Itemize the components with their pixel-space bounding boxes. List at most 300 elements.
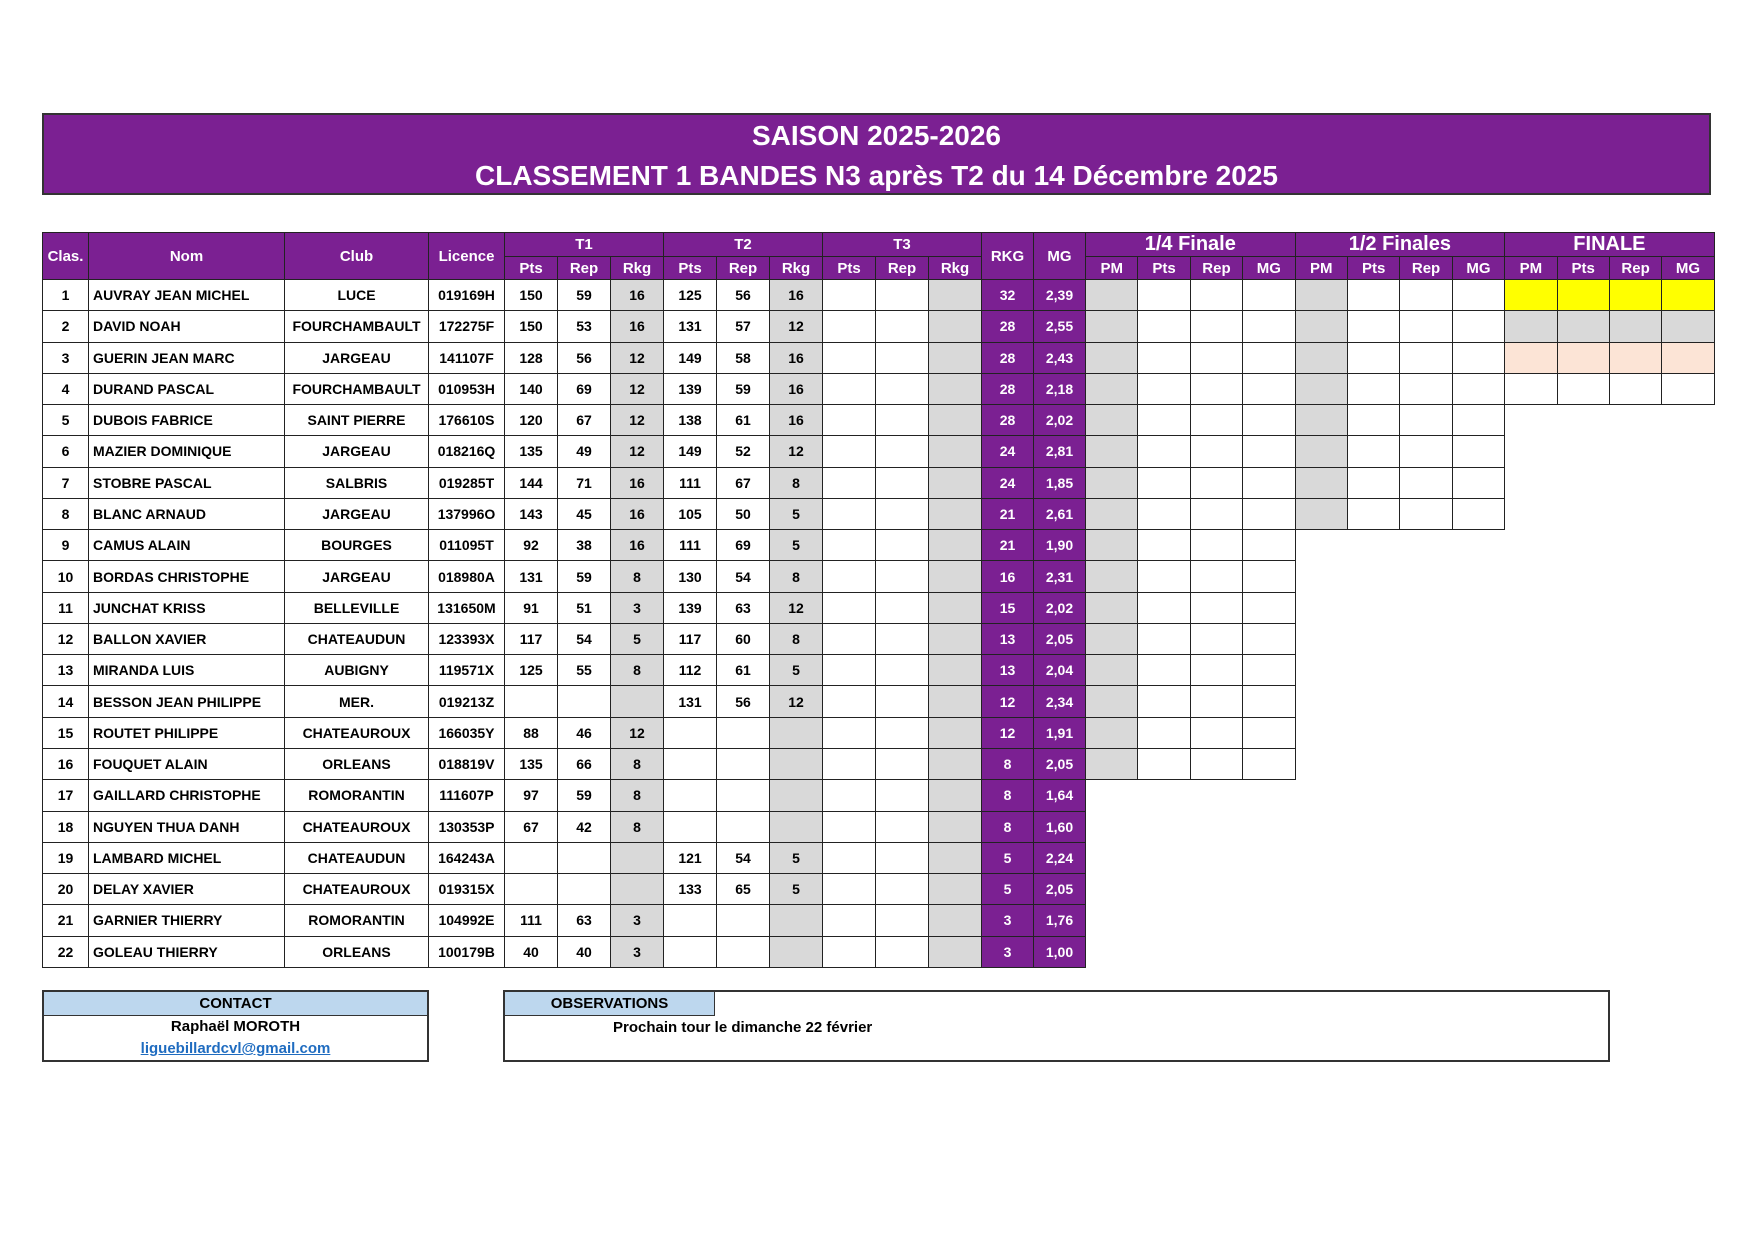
empty-cell [1243, 936, 1295, 967]
cell-nom: GAILLARD CHRISTOPHE [89, 780, 285, 811]
cell-clas: 8 [43, 498, 89, 529]
cell-t3-pts [823, 498, 876, 529]
cell-t2-pts: 125 [664, 280, 717, 311]
cell-qf [1138, 342, 1190, 373]
empty-cell [1190, 811, 1242, 842]
sf-mg: MG [1452, 257, 1504, 280]
empty-cell [1662, 811, 1714, 842]
empty-cell [1295, 717, 1347, 748]
cell-sf [1295, 342, 1347, 373]
cell-t1-rep: 66 [558, 748, 611, 779]
cell-qf [1086, 498, 1138, 529]
cell-qf [1190, 405, 1242, 436]
empty-cell [1505, 436, 1557, 467]
empty-cell [1662, 717, 1714, 748]
cell-mg: 2,18 [1034, 373, 1086, 404]
cell-t1-rkg: 16 [611, 311, 664, 342]
cell-qf [1243, 467, 1295, 498]
empty-cell [1295, 874, 1347, 905]
cell-t3-rep [876, 592, 929, 623]
t1-rep: Rep [558, 257, 611, 280]
cell-t3-pts [823, 405, 876, 436]
cell-clas: 14 [43, 686, 89, 717]
cell-sf [1295, 280, 1347, 311]
empty-cell [1505, 405, 1557, 436]
cell-rkg: 8 [982, 811, 1034, 842]
empty-cell [1609, 467, 1661, 498]
cell-sf [1295, 498, 1347, 529]
table-row [43, 842, 1715, 873]
cell-clas: 10 [43, 561, 89, 592]
empty-cell [1557, 467, 1609, 498]
cell-t3-rkg [929, 530, 982, 561]
cell-rkg: 5 [982, 874, 1034, 905]
empty-cell [1662, 748, 1714, 779]
empty-cell [1609, 561, 1661, 592]
empty-cell [1505, 686, 1557, 717]
empty-cell [1190, 905, 1242, 936]
cell-club: CHATEAUDUN [285, 623, 429, 654]
cell-final [1505, 373, 1557, 404]
cell-mg: 1,91 [1034, 717, 1086, 748]
contact-name: Raphaël MOROTH [170, 1018, 301, 1035]
cell-nom: NGUYEN THUA DANH [89, 811, 285, 842]
cell-licence: 123393X [429, 623, 505, 654]
cell-mg: 2,31 [1034, 561, 1086, 592]
cell-sf [1400, 342, 1452, 373]
cell-club: SALBRIS [285, 467, 429, 498]
empty-cell [1662, 467, 1714, 498]
ranking-title: CLASSEMENT 1 BANDES N3 après T2 du 14 Décembre 2025 [475, 160, 1278, 191]
t2-rkg: Rkg [770, 257, 823, 280]
cell-t1-rep: 38 [558, 530, 611, 561]
empty-cell [1138, 874, 1190, 905]
empty-cell [1452, 811, 1504, 842]
cell-t3-pts [823, 905, 876, 936]
cell-t3-rep [876, 811, 929, 842]
cell-licence: 176610S [429, 405, 505, 436]
cell-t2-pts [664, 748, 717, 779]
cell-t3-rkg [929, 405, 982, 436]
empty-cell [1295, 842, 1347, 873]
cell-clas: 11 [43, 592, 89, 623]
empty-cell [1609, 842, 1661, 873]
cell-t1-pts: 144 [505, 467, 558, 498]
cell-t3-rep [876, 311, 929, 342]
sf-pts: Pts [1347, 257, 1399, 280]
cell-qf [1086, 373, 1138, 404]
cell-mg: 2,05 [1034, 748, 1086, 779]
cell-t1-rep: 59 [558, 280, 611, 311]
cell-t3-rep [876, 748, 929, 779]
cell-rkg: 15 [982, 592, 1034, 623]
cell-nom: DAVID NOAH [89, 311, 285, 342]
empty-cell [1086, 936, 1138, 967]
cell-t1-rkg: 3 [611, 905, 664, 936]
table-row [43, 498, 1715, 529]
cell-club: MER. [285, 686, 429, 717]
table-row [43, 311, 1715, 342]
cell-rkg: 24 [982, 436, 1034, 467]
sf-rep: Rep [1400, 257, 1452, 280]
cell-t2-rep: 60 [717, 623, 770, 654]
empty-cell [1243, 811, 1295, 842]
cell-sf [1452, 280, 1504, 311]
cell-sf [1452, 311, 1504, 342]
cell-t3-rep [876, 498, 929, 529]
cell-club: ROMORANTIN [285, 780, 429, 811]
cell-qf [1086, 561, 1138, 592]
cell-t3-pts [823, 717, 876, 748]
empty-cell [1243, 780, 1295, 811]
cell-t3-rkg [929, 811, 982, 842]
empty-cell [1347, 842, 1399, 873]
cell-qf [1138, 498, 1190, 529]
cell-qf [1243, 655, 1295, 686]
empty-cell [1295, 780, 1347, 811]
table-row [43, 780, 1715, 811]
cell-qf [1243, 498, 1295, 529]
cell-t1-rep [558, 686, 611, 717]
cell-t2-rkg: 5 [770, 842, 823, 873]
cell-final [1609, 342, 1661, 373]
cell-nom: DURAND PASCAL [89, 373, 285, 404]
cell-t2-pts: 138 [664, 405, 717, 436]
cell-t2-pts: 112 [664, 655, 717, 686]
cell-t2-rkg [770, 780, 823, 811]
cell-final [1609, 373, 1661, 404]
cell-qf [1138, 686, 1190, 717]
cell-final [1557, 280, 1609, 311]
cell-licence: 010953H [429, 373, 505, 404]
cell-mg: 1,85 [1034, 467, 1086, 498]
cell-t3-pts [823, 655, 876, 686]
cell-t3-rep [876, 342, 929, 373]
cell-qf [1190, 530, 1242, 561]
empty-cell [1505, 780, 1557, 811]
empty-cell [1347, 811, 1399, 842]
cell-clas: 18 [43, 811, 89, 842]
cell-sf [1400, 467, 1452, 498]
cell-t2-pts [664, 717, 717, 748]
cell-rkg: 28 [982, 311, 1034, 342]
cell-qf [1243, 405, 1295, 436]
cell-t1-rkg: 12 [611, 436, 664, 467]
qf-pts: Pts [1138, 257, 1190, 280]
empty-cell [1557, 874, 1609, 905]
cell-qf [1243, 311, 1295, 342]
ranking-table [42, 232, 1715, 968]
qf-pm: PM [1086, 257, 1138, 280]
empty-cell [1609, 717, 1661, 748]
cell-qf [1138, 623, 1190, 654]
empty-cell [1557, 623, 1609, 654]
empty-cell [1662, 842, 1714, 873]
cell-qf [1190, 280, 1242, 311]
table-row [43, 280, 1715, 311]
empty-cell [1138, 936, 1190, 967]
cell-clas: 5 [43, 405, 89, 436]
cell-t3-rep [876, 467, 929, 498]
empty-cell [1609, 874, 1661, 905]
cell-club: ORLEANS [285, 936, 429, 967]
cell-t2-rep [717, 811, 770, 842]
cell-t1-rep: 40 [558, 936, 611, 967]
empty-cell [1452, 874, 1504, 905]
cell-mg: 2,04 [1034, 655, 1086, 686]
cell-mg: 2,55 [1034, 311, 1086, 342]
cell-qf [1243, 717, 1295, 748]
cell-t3-rep [876, 280, 929, 311]
cell-t1-rep: 49 [558, 436, 611, 467]
t1-pts: Pts [505, 257, 558, 280]
table-row [43, 874, 1715, 905]
empty-cell [1400, 811, 1452, 842]
cell-qf [1086, 686, 1138, 717]
cell-t2-rep [717, 780, 770, 811]
empty-cell [1557, 592, 1609, 623]
empty-cell [1609, 936, 1661, 967]
empty-cell [1086, 905, 1138, 936]
empty-cell [1662, 561, 1714, 592]
empty-cell [1662, 436, 1714, 467]
cell-mg: 1,60 [1034, 811, 1086, 842]
cell-qf [1138, 373, 1190, 404]
cell-sf [1347, 280, 1399, 311]
cell-licence: 019315X [429, 874, 505, 905]
empty-cell [1138, 842, 1190, 873]
cell-t2-rkg: 12 [770, 436, 823, 467]
cell-t2-rkg: 5 [770, 498, 823, 529]
cell-sf [1347, 436, 1399, 467]
cell-t2-pts: 105 [664, 498, 717, 529]
cell-t2-pts: 131 [664, 311, 717, 342]
cell-sf [1295, 373, 1347, 404]
cell-t3-rkg [929, 780, 982, 811]
empty-cell [1400, 936, 1452, 967]
cell-t1-rkg [611, 686, 664, 717]
group-t3: T3 [823, 233, 982, 257]
cell-sf [1347, 311, 1399, 342]
cell-mg: 2,43 [1034, 342, 1086, 373]
f-rep: Rep [1609, 257, 1661, 280]
cell-final [1557, 342, 1609, 373]
cell-t1-rep: 46 [558, 717, 611, 748]
cell-sf [1452, 373, 1504, 404]
cell-rkg: 32 [982, 280, 1034, 311]
cell-qf [1190, 748, 1242, 779]
empty-cell [1400, 874, 1452, 905]
empty-cell [1452, 592, 1504, 623]
empty-cell [1243, 842, 1295, 873]
cell-t2-rep [717, 905, 770, 936]
cell-sf [1400, 436, 1452, 467]
empty-cell [1505, 467, 1557, 498]
cell-licence: 119571X [429, 655, 505, 686]
cell-qf [1086, 530, 1138, 561]
cell-t3-rep [876, 561, 929, 592]
cell-t3-rkg [929, 655, 982, 686]
col-licence: Licence [429, 233, 505, 280]
contact-email-link[interactable]: liguebillardcvl@gmail.com [140, 1040, 331, 1057]
cell-nom: GUERIN JEAN MARC [89, 342, 285, 373]
cell-sf [1452, 436, 1504, 467]
empty-cell [1295, 561, 1347, 592]
cell-t3-rkg [929, 467, 982, 498]
empty-cell [1557, 936, 1609, 967]
empty-cell [1400, 717, 1452, 748]
cell-t1-pts: 128 [505, 342, 558, 373]
cell-qf [1243, 373, 1295, 404]
empty-cell [1347, 655, 1399, 686]
sf-pm: PM [1295, 257, 1347, 280]
cell-t2-rkg [770, 717, 823, 748]
empty-cell [1400, 623, 1452, 654]
cell-t1-pts: 88 [505, 717, 558, 748]
cell-licence: 100179B [429, 936, 505, 967]
empty-cell [1295, 592, 1347, 623]
cell-qf [1138, 592, 1190, 623]
cell-t1-pts: 131 [505, 561, 558, 592]
cell-rkg: 3 [982, 936, 1034, 967]
cell-mg: 2,02 [1034, 592, 1086, 623]
cell-club: CHATEAUROUX [285, 811, 429, 842]
empty-cell [1295, 655, 1347, 686]
empty-cell [1190, 936, 1242, 967]
empty-cell [1086, 842, 1138, 873]
cell-nom: CAMUS ALAIN [89, 530, 285, 561]
cell-t3-rep [876, 874, 929, 905]
cell-t2-pts: 117 [664, 623, 717, 654]
cell-sf [1452, 342, 1504, 373]
cell-sf [1452, 405, 1504, 436]
empty-cell [1452, 748, 1504, 779]
cell-t1-rkg: 8 [611, 811, 664, 842]
cell-nom: ROUTET PHILIPPE [89, 717, 285, 748]
t3-rep: Rep [876, 257, 929, 280]
cell-t1-rep: 59 [558, 561, 611, 592]
table-row [43, 936, 1715, 967]
cell-clas: 7 [43, 467, 89, 498]
table-row [43, 467, 1715, 498]
cell-nom: DUBOIS FABRICE [89, 405, 285, 436]
cell-t1-pts [505, 686, 558, 717]
cell-qf [1243, 748, 1295, 779]
cell-qf [1138, 655, 1190, 686]
cell-qf [1243, 436, 1295, 467]
cell-qf [1190, 592, 1242, 623]
cell-t2-rep: 57 [717, 311, 770, 342]
empty-cell [1557, 561, 1609, 592]
empty-cell [1557, 686, 1609, 717]
cell-t3-rkg [929, 280, 982, 311]
observations-box [503, 990, 1610, 1062]
col-clas: Clas. [43, 233, 89, 280]
empty-cell [1609, 905, 1661, 936]
cell-t1-rkg [611, 874, 664, 905]
cell-qf [1086, 311, 1138, 342]
table-row [43, 717, 1715, 748]
cell-t1-rkg: 5 [611, 623, 664, 654]
cell-t3-rkg [929, 342, 982, 373]
empty-cell [1505, 842, 1557, 873]
cell-t3-rkg [929, 498, 982, 529]
cell-nom: JUNCHAT KRISS [89, 592, 285, 623]
cell-clas: 6 [43, 436, 89, 467]
cell-t1-pts: 140 [505, 373, 558, 404]
cell-t1-rkg: 12 [611, 342, 664, 373]
empty-cell [1190, 874, 1242, 905]
cell-final [1609, 280, 1661, 311]
cell-t1-rkg: 12 [611, 373, 664, 404]
cell-t1-rep: 67 [558, 405, 611, 436]
empty-cell [1347, 905, 1399, 936]
empty-cell [1400, 592, 1452, 623]
empty-cell [1452, 842, 1504, 873]
empty-cell [1505, 717, 1557, 748]
cell-qf [1138, 530, 1190, 561]
t3-pts: Pts [823, 257, 876, 280]
cell-t1-pts [505, 874, 558, 905]
cell-t3-rkg [929, 592, 982, 623]
cell-club: BOURGES [285, 530, 429, 561]
empty-cell [1662, 655, 1714, 686]
empty-cell [1452, 655, 1504, 686]
cell-t3-rep [876, 623, 929, 654]
empty-cell [1295, 530, 1347, 561]
cell-licence: 141107F [429, 342, 505, 373]
cell-t1-rkg [611, 842, 664, 873]
cell-mg: 2,39 [1034, 280, 1086, 311]
cell-nom: GARNIER THIERRY [89, 905, 285, 936]
empty-cell [1609, 748, 1661, 779]
empty-cell [1662, 530, 1714, 561]
cell-t3-pts [823, 530, 876, 561]
empty-cell [1662, 686, 1714, 717]
group-t2: T2 [664, 233, 823, 257]
empty-cell [1347, 780, 1399, 811]
cell-t2-rkg: 16 [770, 405, 823, 436]
cell-final [1505, 342, 1557, 373]
cell-mg: 2,81 [1034, 436, 1086, 467]
cell-sf [1347, 498, 1399, 529]
cell-t2-rep [717, 748, 770, 779]
cell-t1-pts: 111 [505, 905, 558, 936]
cell-sf [1452, 498, 1504, 529]
cell-clas: 15 [43, 717, 89, 748]
cell-t1-rkg: 12 [611, 717, 664, 748]
cell-qf [1243, 686, 1295, 717]
cell-club: JARGEAU [285, 498, 429, 529]
cell-club: BELLEVILLE [285, 592, 429, 623]
cell-sf [1400, 280, 1452, 311]
group-semi-final: 1/2 Finales [1295, 233, 1505, 257]
cell-t1-pts: 150 [505, 280, 558, 311]
cell-qf [1086, 717, 1138, 748]
qf-mg: MG [1243, 257, 1295, 280]
cell-t3-pts [823, 342, 876, 373]
cell-t2-pts [664, 780, 717, 811]
table-row [43, 811, 1715, 842]
cell-mg: 2,02 [1034, 405, 1086, 436]
cell-t3-rep [876, 655, 929, 686]
cell-rkg: 12 [982, 686, 1034, 717]
empty-cell [1347, 530, 1399, 561]
empty-cell [1138, 905, 1190, 936]
cell-t2-rkg: 12 [770, 686, 823, 717]
empty-cell [1505, 530, 1557, 561]
table-row [43, 530, 1715, 561]
